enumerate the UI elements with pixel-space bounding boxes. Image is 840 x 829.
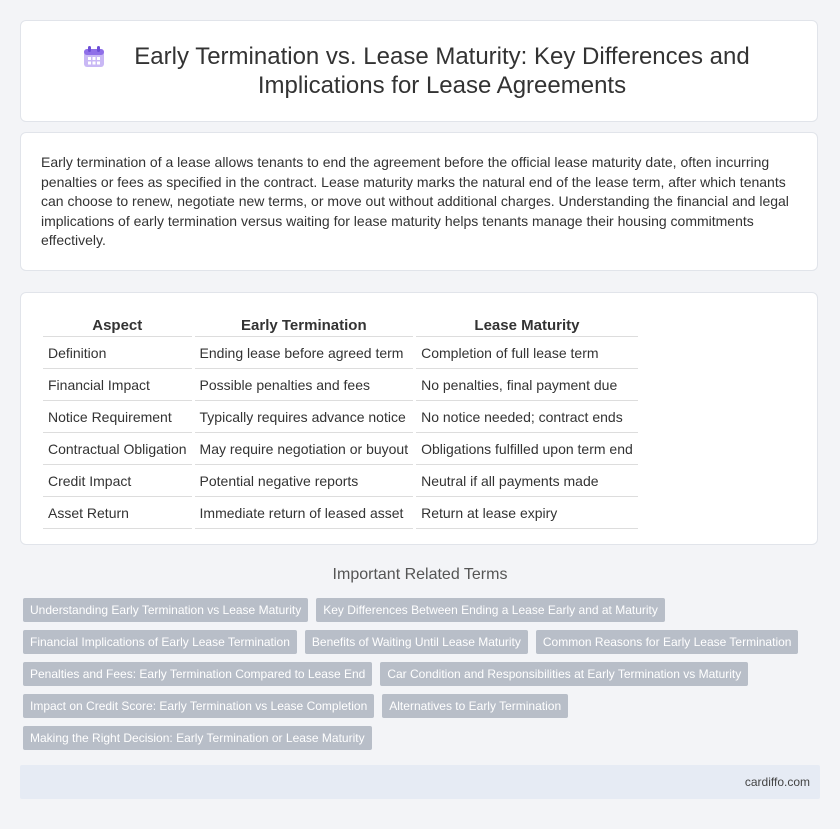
table-row — [43, 465, 638, 497]
table-cell: Financial Impact — [43, 369, 192, 401]
table-row — [43, 497, 638, 529]
table-cell: No notice needed; contract ends — [416, 401, 638, 433]
table-cell: Neutral if all payments made — [416, 465, 638, 497]
table-cell: Obligations fulfilled upon term end — [416, 433, 638, 465]
table-cell: No penalties, final payment due — [416, 369, 638, 401]
table-cell: Return at lease expiry — [416, 497, 638, 529]
related-term-tag[interactable]: Making the Right Decision: Early Termination or Lease Maturity — [23, 726, 372, 750]
related-term-tag[interactable]: Impact on Credit Score: Early Termination vs Lease Completion — [23, 694, 374, 718]
intro-paragraph: Early termination of a lease allows tenants to end the agreement before the official lease maturity date, often incurring penalties or fees as specified in the contract. Lease maturity marks the natural end of the lease term, after which tenants can choose to renew, negotiate new terms, or move out without additional charges. Understanding the financial and legal implications of early termination versus waiting for lease maturity helps tenants manage their housing commitments effectively. — [41, 154, 789, 248]
table-cell: May require negotiation or buyout — [195, 433, 414, 465]
table-cell: Definition — [43, 337, 192, 369]
footer-site-link[interactable]: cardiffo.com — [744, 775, 810, 789]
title-card — [20, 20, 818, 122]
table-cell: Completion of full lease term — [416, 337, 638, 369]
intro-card — [20, 132, 818, 271]
calendar-icon — [81, 44, 107, 70]
table-header-row — [43, 313, 638, 337]
table-cell: Possible penalties and fees — [195, 369, 414, 401]
header-early-termination: Early Termination — [195, 313, 414, 337]
table-cell: Contractual Obligation — [43, 433, 192, 465]
footer — [20, 765, 820, 799]
table-cell: Potential negative reports — [195, 465, 414, 497]
related-term-tag[interactable]: Benefits of Waiting Until Lease Maturity — [305, 630, 528, 654]
table-row — [43, 337, 638, 369]
related-term-tag[interactable]: Financial Implications of Early Lease Termination — [23, 630, 297, 654]
related-term-tag[interactable]: Understanding Early Termination vs Lease Maturity — [23, 598, 308, 622]
related-term-tag[interactable]: Key Differences Between Ending a Lease Early and at Maturity — [316, 598, 665, 622]
related-terms-heading: Important Related Terms — [332, 566, 508, 583]
table-cell: Credit Impact — [43, 465, 192, 497]
related-term-tag[interactable]: Common Reasons for Early Lease Termination — [536, 630, 799, 654]
header-aspect: Aspect — [43, 313, 192, 337]
related-terms-list — [23, 598, 823, 750]
table-cell: Typically requires advance notice — [195, 401, 414, 433]
table-cell: Asset Return — [43, 497, 192, 529]
table-cell: Notice Requirement — [43, 401, 192, 433]
page-title: Early Termination vs. Lease Maturity: Key Differences and Implications for Lease Agreements — [134, 43, 750, 99]
related-term-tag[interactable]: Alternatives to Early Termination — [382, 694, 568, 718]
comparison-table — [40, 313, 641, 529]
header-lease-maturity: Lease Maturity — [416, 313, 638, 337]
related-term-tag[interactable]: Penalties and Fees: Early Termination Compared to Lease End — [23, 662, 372, 686]
table-row — [43, 433, 638, 465]
comparison-card — [20, 292, 818, 545]
table-row — [43, 401, 638, 433]
table-row — [43, 369, 638, 401]
related-term-tag[interactable]: Car Condition and Responsibilities at Early Termination vs Maturity — [380, 662, 748, 686]
table-cell: Immediate return of leased asset — [195, 497, 414, 529]
table-cell: Ending lease before agreed term — [195, 337, 414, 369]
